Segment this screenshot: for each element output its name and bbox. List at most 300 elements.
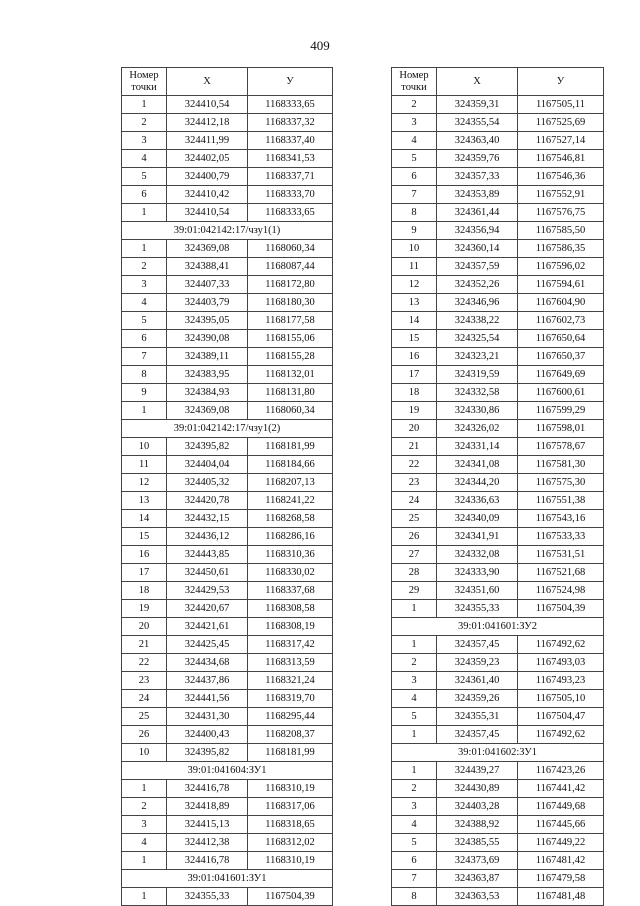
point-number-cell: 6: [392, 852, 437, 870]
x-coordinate-cell: 324361,40: [437, 672, 518, 690]
point-number-cell: 25: [392, 510, 437, 528]
table-row: [392, 762, 604, 780]
x-coordinate-cell: 324357,45: [437, 726, 518, 744]
x-coordinate-cell: 324389,11: [167, 348, 248, 366]
table-row: [122, 96, 333, 114]
y-coordinate-cell: 1168319,70: [248, 690, 333, 708]
x-coordinate-cell: 324450,61: [167, 564, 248, 582]
y-coordinate-cell: 1168268,58: [248, 510, 333, 528]
y-coordinate-cell: 1167543,16: [518, 510, 604, 528]
x-coordinate-cell: 324359,26: [437, 690, 518, 708]
point-number-cell: 5: [122, 168, 167, 186]
point-number-cell: 10: [392, 240, 437, 258]
table-row: [122, 618, 333, 636]
point-number-cell: 2: [392, 96, 437, 114]
x-coordinate-cell: 324395,05: [167, 312, 248, 330]
y-coordinate-cell: 1167596,02: [518, 258, 604, 276]
point-number-cell: 5: [122, 312, 167, 330]
table-row: [392, 564, 604, 582]
x-coordinate-cell: 324353,89: [437, 186, 518, 204]
point-number-cell: 21: [392, 438, 437, 456]
y-coordinate-cell: 1167481,48: [518, 888, 604, 906]
y-coordinate-cell: 1167492,62: [518, 726, 604, 744]
y-coordinate-cell: 1168060,34: [248, 402, 333, 420]
point-number-cell: 2: [392, 780, 437, 798]
x-coordinate-cell: 324355,31: [437, 708, 518, 726]
table-row: [392, 366, 604, 384]
table-header-row: [122, 68, 333, 96]
table-row: [392, 294, 604, 312]
x-coordinate-cell: 324369,08: [167, 402, 248, 420]
point-number-cell: 4: [392, 816, 437, 834]
point-number-cell: 8: [392, 888, 437, 906]
x-coordinate-cell: 324336,63: [437, 492, 518, 510]
y-coordinate-cell: 1168317,06: [248, 798, 333, 816]
table-row: [392, 510, 604, 528]
table-row: [392, 384, 604, 402]
cadastral-section-label: 39:01:042142:17/чзу1(1): [122, 222, 333, 240]
table-row: [122, 114, 333, 132]
x-coordinate-cell: 324330,86: [437, 402, 518, 420]
x-coordinate-cell: 324355,33: [437, 600, 518, 618]
coordinates-table-left: [121, 67, 333, 906]
table-row: [122, 168, 333, 186]
y-coordinate-cell: 1168177,58: [248, 312, 333, 330]
x-coordinate-cell: 324416,78: [167, 780, 248, 798]
point-number-cell: 1: [122, 780, 167, 798]
point-number-header: Номер точки: [392, 68, 437, 96]
point-number-cell: 14: [392, 312, 437, 330]
y-coordinate-cell: 1167481,42: [518, 852, 604, 870]
y-coordinate-cell: 1167604,90: [518, 294, 604, 312]
table-row: [392, 96, 604, 114]
x-coordinate-cell: 324359,76: [437, 150, 518, 168]
x-coordinate-cell: 324436,12: [167, 528, 248, 546]
point-number-cell: 2: [122, 114, 167, 132]
point-number-cell: 6: [122, 330, 167, 348]
point-number-cell: 2: [122, 798, 167, 816]
point-number-cell: 1: [122, 402, 167, 420]
point-number-cell: 4: [392, 132, 437, 150]
point-number-cell: 20: [392, 420, 437, 438]
x-coordinate-cell: 324402,05: [167, 150, 248, 168]
table-row: [392, 546, 604, 564]
y-coordinate-cell: 1168286,16: [248, 528, 333, 546]
point-number-cell: 2: [122, 258, 167, 276]
x-coordinate-cell: 324388,92: [437, 816, 518, 834]
y-header: У: [518, 68, 604, 96]
cadastral-section-label: 39:01:041601:ЗУ1: [122, 870, 333, 888]
table-header-row: [392, 68, 604, 96]
table-row: [122, 348, 333, 366]
table-row: [392, 870, 604, 888]
point-number-cell: 8: [392, 204, 437, 222]
table-row: [392, 780, 604, 798]
x-coordinate-cell: 324363,53: [437, 888, 518, 906]
y-coordinate-cell: 1167600,61: [518, 384, 604, 402]
cadastral-section-label: 39:01:042142:17/чзу1(2): [122, 420, 333, 438]
x-coordinate-cell: 324359,31: [437, 96, 518, 114]
x-coordinate-cell: 324388,41: [167, 258, 248, 276]
y-coordinate-cell: 1168310,36: [248, 546, 333, 564]
table-row: [122, 510, 333, 528]
point-number-cell: 24: [392, 492, 437, 510]
table-row: [122, 240, 333, 258]
table-row: [122, 816, 333, 834]
x-coordinate-cell: 324400,79: [167, 168, 248, 186]
coordinates-table-right: [391, 67, 604, 906]
x-coordinate-cell: 324395,82: [167, 744, 248, 762]
x-coordinate-cell: 324346,96: [437, 294, 518, 312]
section-row: [122, 870, 333, 888]
point-number-cell: 4: [122, 150, 167, 168]
y-coordinate-cell: 1168060,34: [248, 240, 333, 258]
y-coordinate-cell: 1167527,14: [518, 132, 604, 150]
point-number-cell: 1: [122, 96, 167, 114]
x-coordinate-cell: 324363,40: [437, 132, 518, 150]
y-coordinate-cell: 1168180,30: [248, 294, 333, 312]
y-header: У: [248, 68, 333, 96]
y-coordinate-cell: 1167649,69: [518, 366, 604, 384]
point-number-cell: 7: [392, 186, 437, 204]
x-coordinate-cell: 324361,44: [437, 204, 518, 222]
point-number-cell: 3: [122, 276, 167, 294]
y-coordinate-cell: 1167504,39: [518, 600, 604, 618]
y-coordinate-cell: 1167599,29: [518, 402, 604, 420]
y-coordinate-cell: 1168341,53: [248, 150, 333, 168]
cadastral-section-label: 39:01:041602:ЗУ1: [392, 744, 604, 762]
table-row: [122, 492, 333, 510]
x-coordinate-cell: 324443,85: [167, 546, 248, 564]
point-number-cell: 17: [392, 366, 437, 384]
y-coordinate-cell: 1167445,66: [518, 816, 604, 834]
point-number-cell: 24: [122, 690, 167, 708]
y-coordinate-cell: 1168321,24: [248, 672, 333, 690]
x-coordinate-cell: 324373,69: [437, 852, 518, 870]
table-row: [392, 456, 604, 474]
x-coordinate-cell: 324332,08: [437, 546, 518, 564]
y-coordinate-cell: 1167493,03: [518, 654, 604, 672]
table-row: [122, 456, 333, 474]
point-number-cell: 4: [122, 294, 167, 312]
point-number-cell: 28: [392, 564, 437, 582]
x-coordinate-cell: 324410,54: [167, 204, 248, 222]
y-coordinate-cell: 1167546,81: [518, 150, 604, 168]
x-coordinate-cell: 324410,42: [167, 186, 248, 204]
x-coordinate-cell: 324357,45: [437, 636, 518, 654]
x-coordinate-cell: 324430,89: [437, 780, 518, 798]
table-row: [122, 780, 333, 798]
x-header: Х: [167, 68, 248, 96]
x-coordinate-cell: 324403,79: [167, 294, 248, 312]
point-number-cell: 27: [392, 546, 437, 564]
y-coordinate-cell: 1167533,33: [518, 528, 604, 546]
y-coordinate-cell: 1167531,51: [518, 546, 604, 564]
point-number-cell: 22: [122, 654, 167, 672]
table-row: [122, 204, 333, 222]
y-coordinate-cell: 1167479,58: [518, 870, 604, 888]
point-number-cell: 23: [392, 474, 437, 492]
table-row: [122, 186, 333, 204]
table-row: [122, 384, 333, 402]
y-coordinate-cell: 1167493,23: [518, 672, 604, 690]
x-coordinate-cell: 324416,78: [167, 852, 248, 870]
x-coordinate-cell: 324412,18: [167, 114, 248, 132]
x-coordinate-cell: 324385,55: [437, 834, 518, 852]
page-number: 409: [310, 38, 330, 53]
table-row: [392, 438, 604, 456]
y-coordinate-cell: 1167525,69: [518, 114, 604, 132]
x-coordinate-cell: 324355,33: [167, 888, 248, 906]
x-coordinate-cell: 324338,22: [437, 312, 518, 330]
y-coordinate-cell: 1168155,06: [248, 330, 333, 348]
point-number-cell: 1: [122, 240, 167, 258]
table-row: [122, 600, 333, 618]
table-row: [122, 834, 333, 852]
table-row: [392, 582, 604, 600]
y-coordinate-cell: 1168208,37: [248, 726, 333, 744]
x-coordinate-cell: 324418,89: [167, 798, 248, 816]
x-coordinate-cell: 324411,99: [167, 132, 248, 150]
point-number-cell: 11: [122, 456, 167, 474]
table-row: [122, 312, 333, 330]
y-coordinate-cell: 1168337,71: [248, 168, 333, 186]
x-coordinate-cell: 324400,43: [167, 726, 248, 744]
point-number-cell: 11: [392, 258, 437, 276]
y-coordinate-cell: 1168333,65: [248, 96, 333, 114]
x-coordinate-cell: 324341,08: [437, 456, 518, 474]
point-number-cell: 1: [392, 726, 437, 744]
point-number-cell: 9: [122, 384, 167, 402]
point-number-header: Номер точки: [122, 68, 167, 96]
point-number-cell: 3: [392, 798, 437, 816]
x-coordinate-cell: 324412,38: [167, 834, 248, 852]
point-number-cell: 5: [392, 834, 437, 852]
table-row: [122, 852, 333, 870]
point-number-cell: 3: [392, 114, 437, 132]
table-row: [122, 636, 333, 654]
y-coordinate-cell: 1167578,67: [518, 438, 604, 456]
x-coordinate-cell: 324351,60: [437, 582, 518, 600]
table-row: [392, 132, 604, 150]
x-coordinate-cell: 324403,28: [437, 798, 518, 816]
section-row: [122, 420, 333, 438]
y-coordinate-cell: 1168317,42: [248, 636, 333, 654]
y-coordinate-cell: 1167441,42: [518, 780, 604, 798]
y-coordinate-cell: 1167449,22: [518, 834, 604, 852]
table-row: [122, 744, 333, 762]
x-coordinate-cell: 324404,04: [167, 456, 248, 474]
table-row: [392, 186, 604, 204]
table-row: [122, 564, 333, 582]
y-coordinate-cell: 1168333,70: [248, 186, 333, 204]
x-coordinate-cell: 324441,56: [167, 690, 248, 708]
table-row: [122, 276, 333, 294]
cadastral-section-label: 39:01:041604:ЗУ1: [122, 762, 333, 780]
x-coordinate-cell: 324439,27: [437, 762, 518, 780]
y-coordinate-cell: 1167581,30: [518, 456, 604, 474]
table-row: [392, 312, 604, 330]
x-coordinate-cell: 324360,14: [437, 240, 518, 258]
point-number-cell: 8: [122, 366, 167, 384]
table-row: [392, 654, 604, 672]
table-row: [122, 798, 333, 816]
table-row: [122, 654, 333, 672]
y-coordinate-cell: 1167585,50: [518, 222, 604, 240]
point-number-cell: 3: [392, 672, 437, 690]
table-row: [392, 474, 604, 492]
table-row: [122, 132, 333, 150]
table-row: [392, 114, 604, 132]
x-coordinate-cell: 324395,82: [167, 438, 248, 456]
table-row: [392, 240, 604, 258]
y-coordinate-cell: 1167423,26: [518, 762, 604, 780]
y-coordinate-cell: 1168318,65: [248, 816, 333, 834]
table-row: [392, 690, 604, 708]
y-coordinate-cell: 1168087,44: [248, 258, 333, 276]
point-number-cell: 9: [392, 222, 437, 240]
point-number-cell: 1: [122, 204, 167, 222]
table-body: [122, 96, 333, 906]
y-coordinate-cell: 1168131,80: [248, 384, 333, 402]
point-number-cell: 26: [392, 528, 437, 546]
table-row: [122, 150, 333, 168]
point-number-cell: 12: [392, 276, 437, 294]
point-number-cell: 6: [122, 186, 167, 204]
table-row: [122, 528, 333, 546]
y-coordinate-cell: 1167602,73: [518, 312, 604, 330]
point-number-cell: 19: [122, 600, 167, 618]
point-number-cell: 5: [392, 708, 437, 726]
y-coordinate-cell: 1168155,28: [248, 348, 333, 366]
x-coordinate-cell: 324331,14: [437, 438, 518, 456]
x-coordinate-cell: 324420,78: [167, 492, 248, 510]
y-coordinate-cell: 1167575,30: [518, 474, 604, 492]
table-row: [392, 672, 604, 690]
table-row: [392, 402, 604, 420]
table-row: [122, 708, 333, 726]
y-coordinate-cell: 1168313,59: [248, 654, 333, 672]
y-coordinate-cell: 1167594,61: [518, 276, 604, 294]
point-number-cell: 26: [122, 726, 167, 744]
table-row: [122, 330, 333, 348]
table-row: [122, 438, 333, 456]
point-number-cell: 14: [122, 510, 167, 528]
point-number-cell: 13: [392, 294, 437, 312]
point-number-cell: 12: [122, 474, 167, 492]
table-row: [392, 726, 604, 744]
y-coordinate-cell: 1168337,32: [248, 114, 333, 132]
table-row: [122, 258, 333, 276]
point-number-cell: 3: [122, 816, 167, 834]
y-coordinate-cell: 1167586,35: [518, 240, 604, 258]
y-coordinate-cell: 1168207,13: [248, 474, 333, 492]
table-row: [392, 492, 604, 510]
y-coordinate-cell: 1167598,01: [518, 420, 604, 438]
x-coordinate-cell: 324425,45: [167, 636, 248, 654]
x-coordinate-cell: 324415,13: [167, 816, 248, 834]
x-coordinate-cell: 324359,23: [437, 654, 518, 672]
table-row: [392, 150, 604, 168]
x-coordinate-cell: 324384,93: [167, 384, 248, 402]
y-coordinate-cell: 1167546,36: [518, 168, 604, 186]
table-row: [122, 672, 333, 690]
table-row: [392, 420, 604, 438]
table-row: [122, 726, 333, 744]
y-coordinate-cell: 1167521,68: [518, 564, 604, 582]
x-coordinate-cell: 324325,54: [437, 330, 518, 348]
x-coordinate-cell: 324383,95: [167, 366, 248, 384]
y-coordinate-cell: 1167524,98: [518, 582, 604, 600]
x-coordinate-cell: 324357,33: [437, 168, 518, 186]
table-row: [392, 204, 604, 222]
y-coordinate-cell: 1168310,19: [248, 852, 333, 870]
y-coordinate-cell: 1168172,80: [248, 276, 333, 294]
y-coordinate-cell: 1167552,91: [518, 186, 604, 204]
x-coordinate-cell: 324421,61: [167, 618, 248, 636]
table-row: [122, 474, 333, 492]
table-row: [392, 348, 604, 366]
point-number-cell: 20: [122, 618, 167, 636]
point-number-cell: 15: [392, 330, 437, 348]
y-coordinate-cell: 1168295,44: [248, 708, 333, 726]
y-coordinate-cell: 1168308,19: [248, 618, 333, 636]
point-number-cell: 3: [122, 132, 167, 150]
x-coordinate-cell: 324319,59: [437, 366, 518, 384]
x-coordinate-cell: 324429,53: [167, 582, 248, 600]
table-row: [392, 636, 604, 654]
point-number-cell: 25: [122, 708, 167, 726]
point-number-cell: 10: [122, 744, 167, 762]
y-coordinate-cell: 1168132,01: [248, 366, 333, 384]
x-coordinate-cell: 324340,09: [437, 510, 518, 528]
y-coordinate-cell: 1168184,66: [248, 456, 333, 474]
x-coordinate-cell: 324369,08: [167, 240, 248, 258]
x-coordinate-cell: 324352,26: [437, 276, 518, 294]
point-number-cell: 29: [392, 582, 437, 600]
point-number-cell: 15: [122, 528, 167, 546]
table-row: [392, 888, 604, 906]
table-row: [392, 276, 604, 294]
cadastral-section-label: 39:01:041601:ЗУ2: [392, 618, 604, 636]
y-coordinate-cell: 1167505,10: [518, 690, 604, 708]
x-coordinate-cell: 324356,94: [437, 222, 518, 240]
x-coordinate-cell: 324355,54: [437, 114, 518, 132]
section-row: [122, 222, 333, 240]
table-row: [392, 708, 604, 726]
point-number-cell: 23: [122, 672, 167, 690]
x-coordinate-cell: 324326,02: [437, 420, 518, 438]
table-row: [392, 528, 604, 546]
table-row: [122, 690, 333, 708]
table-row: [392, 798, 604, 816]
x-coordinate-cell: 324437,86: [167, 672, 248, 690]
point-number-cell: 1: [392, 762, 437, 780]
point-number-cell: 19: [392, 402, 437, 420]
y-coordinate-cell: 1168333,65: [248, 204, 333, 222]
point-number-cell: 4: [392, 690, 437, 708]
section-row: [392, 744, 604, 762]
x-coordinate-cell: 324420,67: [167, 600, 248, 618]
table-row: [122, 294, 333, 312]
y-coordinate-cell: 1167576,75: [518, 204, 604, 222]
table-row: [392, 168, 604, 186]
point-number-cell: 13: [122, 492, 167, 510]
y-coordinate-cell: 1168330,02: [248, 564, 333, 582]
point-number-cell: 18: [392, 384, 437, 402]
y-coordinate-cell: 1168337,40: [248, 132, 333, 150]
table-row: [122, 366, 333, 384]
